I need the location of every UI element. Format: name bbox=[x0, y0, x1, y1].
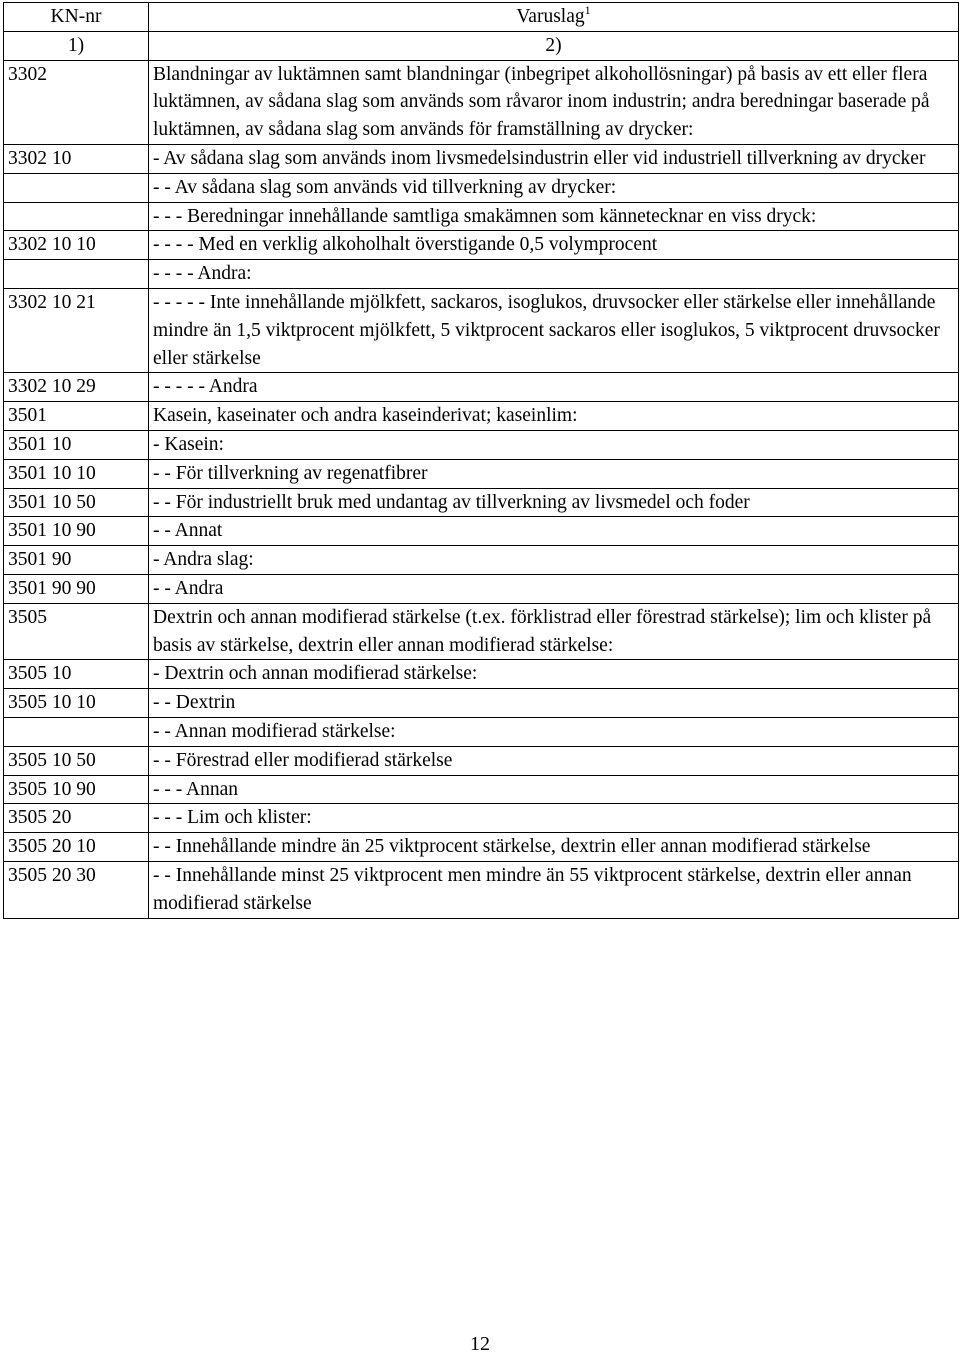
kn-code-cell: 3505 10 10 bbox=[4, 689, 149, 718]
table-row bbox=[4, 173, 959, 202]
kn-code-cell: 3505 bbox=[4, 603, 149, 660]
table-row bbox=[4, 202, 959, 231]
description-cell: - Andra slag: bbox=[149, 546, 959, 575]
kn-code-cell: 3501 10 10 bbox=[4, 459, 149, 488]
kn-code-cell: 3501 90 bbox=[4, 546, 149, 575]
kn-code-cell: 3505 20 30 bbox=[4, 861, 149, 918]
kn-code-cell: 3501 10 bbox=[4, 430, 149, 459]
table-row bbox=[4, 746, 959, 775]
kn-code-cell: 3302 bbox=[4, 60, 149, 144]
kn-code-cell: 3505 10 50 bbox=[4, 746, 149, 775]
table-row bbox=[4, 517, 959, 546]
kn-code-cell: 3501 bbox=[4, 402, 149, 431]
description-cell: - Av sådana slag som används inom livsmedelsindustrin eller vid industriell tillverkning av drycker bbox=[149, 144, 959, 173]
kn-code-cell bbox=[4, 717, 149, 746]
table-row bbox=[4, 430, 959, 459]
table-row bbox=[4, 603, 959, 660]
description-cell: - - - - Med en verklig alkoholhalt överstigande 0,5 volymprocent bbox=[149, 231, 959, 260]
table-subheader-row bbox=[4, 31, 959, 60]
footnote-marker: 1 bbox=[584, 3, 591, 17]
description-cell: - - Innehållande mindre än 25 viktprocent stärkelse, dextrin eller annan modifierad stärkelse bbox=[149, 833, 959, 862]
table-row bbox=[4, 546, 959, 575]
header-varuslag: Varuslag$^1$ bbox=[149, 3, 959, 32]
kn-code-cell: 3501 90 90 bbox=[4, 574, 149, 603]
table-row bbox=[4, 775, 959, 804]
table-row bbox=[4, 373, 959, 402]
table-row bbox=[4, 459, 959, 488]
description-cell: Blandningar av luktämnen samt blandningar (inbegripet alkohollösningar) på basis av ett eller flera luktämnen, av sådana slag som används som råvaror inom industrin; andra beredningar baserade på luktämnen, av sådana slag som används för framställning av drycker: bbox=[149, 60, 959, 144]
table-row bbox=[4, 60, 959, 144]
table-row bbox=[4, 717, 959, 746]
kn-code-cell: 3302 10 21 bbox=[4, 288, 149, 372]
table-body bbox=[4, 60, 959, 918]
kn-code-cell: 3505 20 10 bbox=[4, 833, 149, 862]
description-cell: - - Andra bbox=[149, 574, 959, 603]
kn-code-cell: 3302 10 29 bbox=[4, 373, 149, 402]
description-cell: - - - Lim och klister: bbox=[149, 804, 959, 833]
subheader-col1: 1) bbox=[4, 31, 149, 60]
table-row bbox=[4, 144, 959, 173]
kn-code-cell bbox=[4, 260, 149, 289]
kn-code-cell: 3501 10 50 bbox=[4, 488, 149, 517]
description-cell: - - - Annan bbox=[149, 775, 959, 804]
description-cell: Kasein, kaseinater och andra kaseinderivat; kaseinlim: bbox=[149, 402, 959, 431]
kn-code-cell: 3302 10 10 bbox=[4, 231, 149, 260]
description-cell: - - - - - Inte innehållande mjölkfett, sackaros, isoglukos, druvsocker eller stärkelse eller innehållande mindre än 1,5 viktprocent mjölkfett, 5 viktprocent sackaros eller isoglukos, 5 viktprocent druvsocker eller stärkelse bbox=[149, 288, 959, 372]
table-row bbox=[4, 689, 959, 718]
table-row bbox=[4, 833, 959, 862]
description-cell: Dextrin och annan modifierad stärkelse (t.ex. förklistrad eller förestrad stärkelse); lim och klister på basis av stärkelse, dextrin eller annan modifierad stärkelse: bbox=[149, 603, 959, 660]
description-cell: - - Förestrad eller modifierad stärkelse bbox=[149, 746, 959, 775]
description-cell: - - - Beredningar innehållande samtliga smakämnen som kännetecknar en viss dryck: bbox=[149, 202, 959, 231]
description-cell: - - För tillverkning av regenatfibrer bbox=[149, 459, 959, 488]
table-row bbox=[4, 231, 959, 260]
document-page bbox=[3, 2, 958, 919]
table-row bbox=[4, 402, 959, 431]
kn-code-cell: 3501 10 90 bbox=[4, 517, 149, 546]
table-row bbox=[4, 488, 959, 517]
description-cell: - - Innehållande minst 25 viktprocent men mindre än 55 viktprocent stärkelse, dextrin eller annan modifierad stärkelse bbox=[149, 861, 959, 918]
table-header-row bbox=[4, 3, 959, 32]
table-row bbox=[4, 861, 959, 918]
header-kn-nr: KN-nr bbox=[4, 3, 149, 32]
description-cell: - - För industriellt bruk med undantag av tillverkning av livsmedel och foder bbox=[149, 488, 959, 517]
table-row bbox=[4, 288, 959, 372]
kn-code-cell: 3505 20 bbox=[4, 804, 149, 833]
subheader-col2: 2) bbox=[149, 31, 959, 60]
description-cell: - - Annan modifierad stärkelse: bbox=[149, 717, 959, 746]
description-cell: - Kasein: bbox=[149, 430, 959, 459]
page-number: 12 bbox=[470, 1333, 490, 1355]
kn-code-cell bbox=[4, 173, 149, 202]
kn-code-cell bbox=[4, 202, 149, 231]
description-cell: - - - - Andra: bbox=[149, 260, 959, 289]
table-row bbox=[4, 804, 959, 833]
table-row bbox=[4, 660, 959, 689]
description-cell: - - Av sådana slag som används vid tillverkning av drycker: bbox=[149, 173, 959, 202]
description-cell: - - - - - Andra bbox=[149, 373, 959, 402]
description-cell: - - Annat bbox=[149, 517, 959, 546]
table-row bbox=[4, 574, 959, 603]
commodity-code-table bbox=[3, 2, 959, 919]
kn-code-cell: 3505 10 bbox=[4, 660, 149, 689]
description-cell: - Dextrin och annan modifierad stärkelse: bbox=[149, 660, 959, 689]
table-row bbox=[4, 260, 959, 289]
description-cell: - - Dextrin bbox=[149, 689, 959, 718]
kn-code-cell: 3505 10 90 bbox=[4, 775, 149, 804]
kn-code-cell: 3302 10 bbox=[4, 144, 149, 173]
